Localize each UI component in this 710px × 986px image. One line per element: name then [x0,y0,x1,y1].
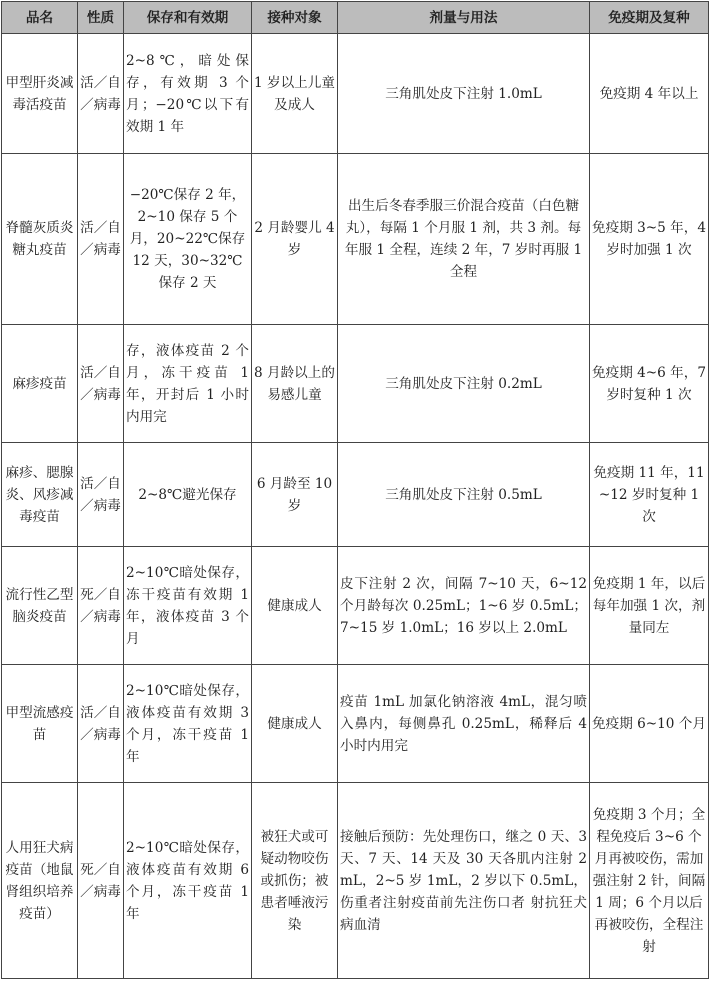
table-row [2,783,709,979]
storage-validity: −20℃保存 2 年，2~10 保存 5 个月，20~22℃保存 12 天，30~32℃保存 2 天 [124,154,252,325]
table-row [2,154,709,325]
immunity-period: 免疫期 4 年以上 [590,34,709,154]
storage-validity: 存，液体疫苗 2 个月，冻干疫苗 1 年，开封后 1 小时内用完 [124,325,252,443]
dosage-usage: 皮下注射 2 次，间隔 7~10 天，6~12 个月龄每次 0.25mL；1~6 岁 0.5mL；7~15 岁 1.0mL；16 岁以上 2.0mL [338,547,590,665]
vaccine-name: 人用狂犬病疫苗（地鼠肾组织培养疫苗） [2,783,78,979]
immunity-period: 免疫期 3 个月；全程免疫后 3~6 个月再被咬伤，需加强注射 2 针，间隔 1 周；6 个月以后再被咬伤，全程注射 [590,783,709,979]
storage-validity: 2~8℃，暗处保存，有效期 3 个月；−20℃以下有效期 1 年 [124,34,252,154]
vaccination-target: 健康成人 [252,665,338,783]
immunity-period: 免疫期 1 年，以后每年加强 1 次，剂量同左 [590,547,709,665]
dosage-usage: 出生后冬春季服三价混合疫苗（白色糖丸），每隔 1 个月服 1 剂，共 3 剂。每年服 1 全程，连续 2 年，7 岁时再服 1 全程 [338,154,590,325]
vaccine-name: 甲型流感疫苗 [2,665,78,783]
vaccination-target: 1 岁以上儿童及成人 [252,34,338,154]
storage-validity: 2~10℃暗处保存，冻干疫苗有效期 1 年，液体疫苗 3 个月 [124,547,252,665]
table-row [2,665,709,783]
vaccination-target: 健康成人 [252,547,338,665]
immunity-period: 免疫期 3~5 年，4 岁时加强 1 次 [590,154,709,325]
storage-validity: 2~10℃暗处保存，液体疫苗有效期 6 个月，冻干疫苗 1 年 [124,783,252,979]
header-row [2,2,709,34]
vaccine-nature: 死／自／病毒 [78,547,124,665]
vaccine-name: 麻疹疫苗 [2,325,78,443]
dosage-usage: 三角肌处皮下注射 1.0mL [338,34,590,154]
vaccine-nature: 活／自／病毒 [78,325,124,443]
dosage-usage: 疫苗 1mL 加氯化钠溶液 4mL，混匀喷入鼻内，每侧鼻孔 0.25mL，稀释后 4 小时内用完 [338,665,590,783]
vaccine-name: 甲型肝炎减毒活疫苗 [2,34,78,154]
table-row [2,443,709,547]
vaccine-nature: 活／自／病毒 [78,443,124,547]
vaccine-table [1,1,709,979]
header-nature: 性质 [78,2,124,34]
header-storage: 保存和有效期 [124,2,252,34]
vaccination-target: 6 月龄至 10 岁 [252,443,338,547]
vaccine-name: 脊髓灰质炎糖丸疫苗 [2,154,78,325]
dosage-usage: 三角肌处皮下注射 0.2mL [338,325,590,443]
table-row [2,547,709,665]
immunity-period: 免疫期 11 年，11~12 岁时复种 1 次 [590,443,709,547]
header-name: 品名 [2,2,78,34]
table-row [2,34,709,154]
dosage-usage: 接触后预防：先处理伤口，继之 0 天、3 天、7 天、14 天及 30 天各肌内注射 2mL，2~5 岁 1mL，2 岁以下 0.5mL，伤重者注射疫苗前先注伤口者 射抗狂犬病血清 [338,783,590,979]
header-target: 接种对象 [252,2,338,34]
header-dosage: 剂量与用法 [338,2,590,34]
immunity-period: 免疫期 6~10 个月 [590,665,709,783]
immunity-period: 免疫期 4~6 年，7 岁时复种 1 次 [590,325,709,443]
header-immunity: 免疫期及复种 [590,2,709,34]
dosage-usage: 三角肌处皮下注射 0.5mL [338,443,590,547]
vaccine-nature: 死／自／病毒 [78,783,124,979]
vaccine-nature: 活／自／病毒 [78,154,124,325]
vaccination-target: 被狂犬或可疑动物咬伤或抓伤；被患者唾液污染 [252,783,338,979]
vaccination-target: 2 月龄婴儿 4 岁 [252,154,338,325]
storage-validity: 2~10℃暗处保存，液体疫苗有效期 3 个月，冻干疫苗 1 年 [124,665,252,783]
storage-validity: 2~8℃避光保存 [124,443,252,547]
vaccine-name: 流行性乙型脑炎疫苗 [2,547,78,665]
vaccine-nature: 活／自／病毒 [78,665,124,783]
table-row [2,325,709,443]
vaccine-name: 麻疹、腮腺炎、风疹减毒疫苗 [2,443,78,547]
vaccination-target: 8 月龄以上的易感儿童 [252,325,338,443]
vaccine-nature: 活／自／病毒 [78,34,124,154]
